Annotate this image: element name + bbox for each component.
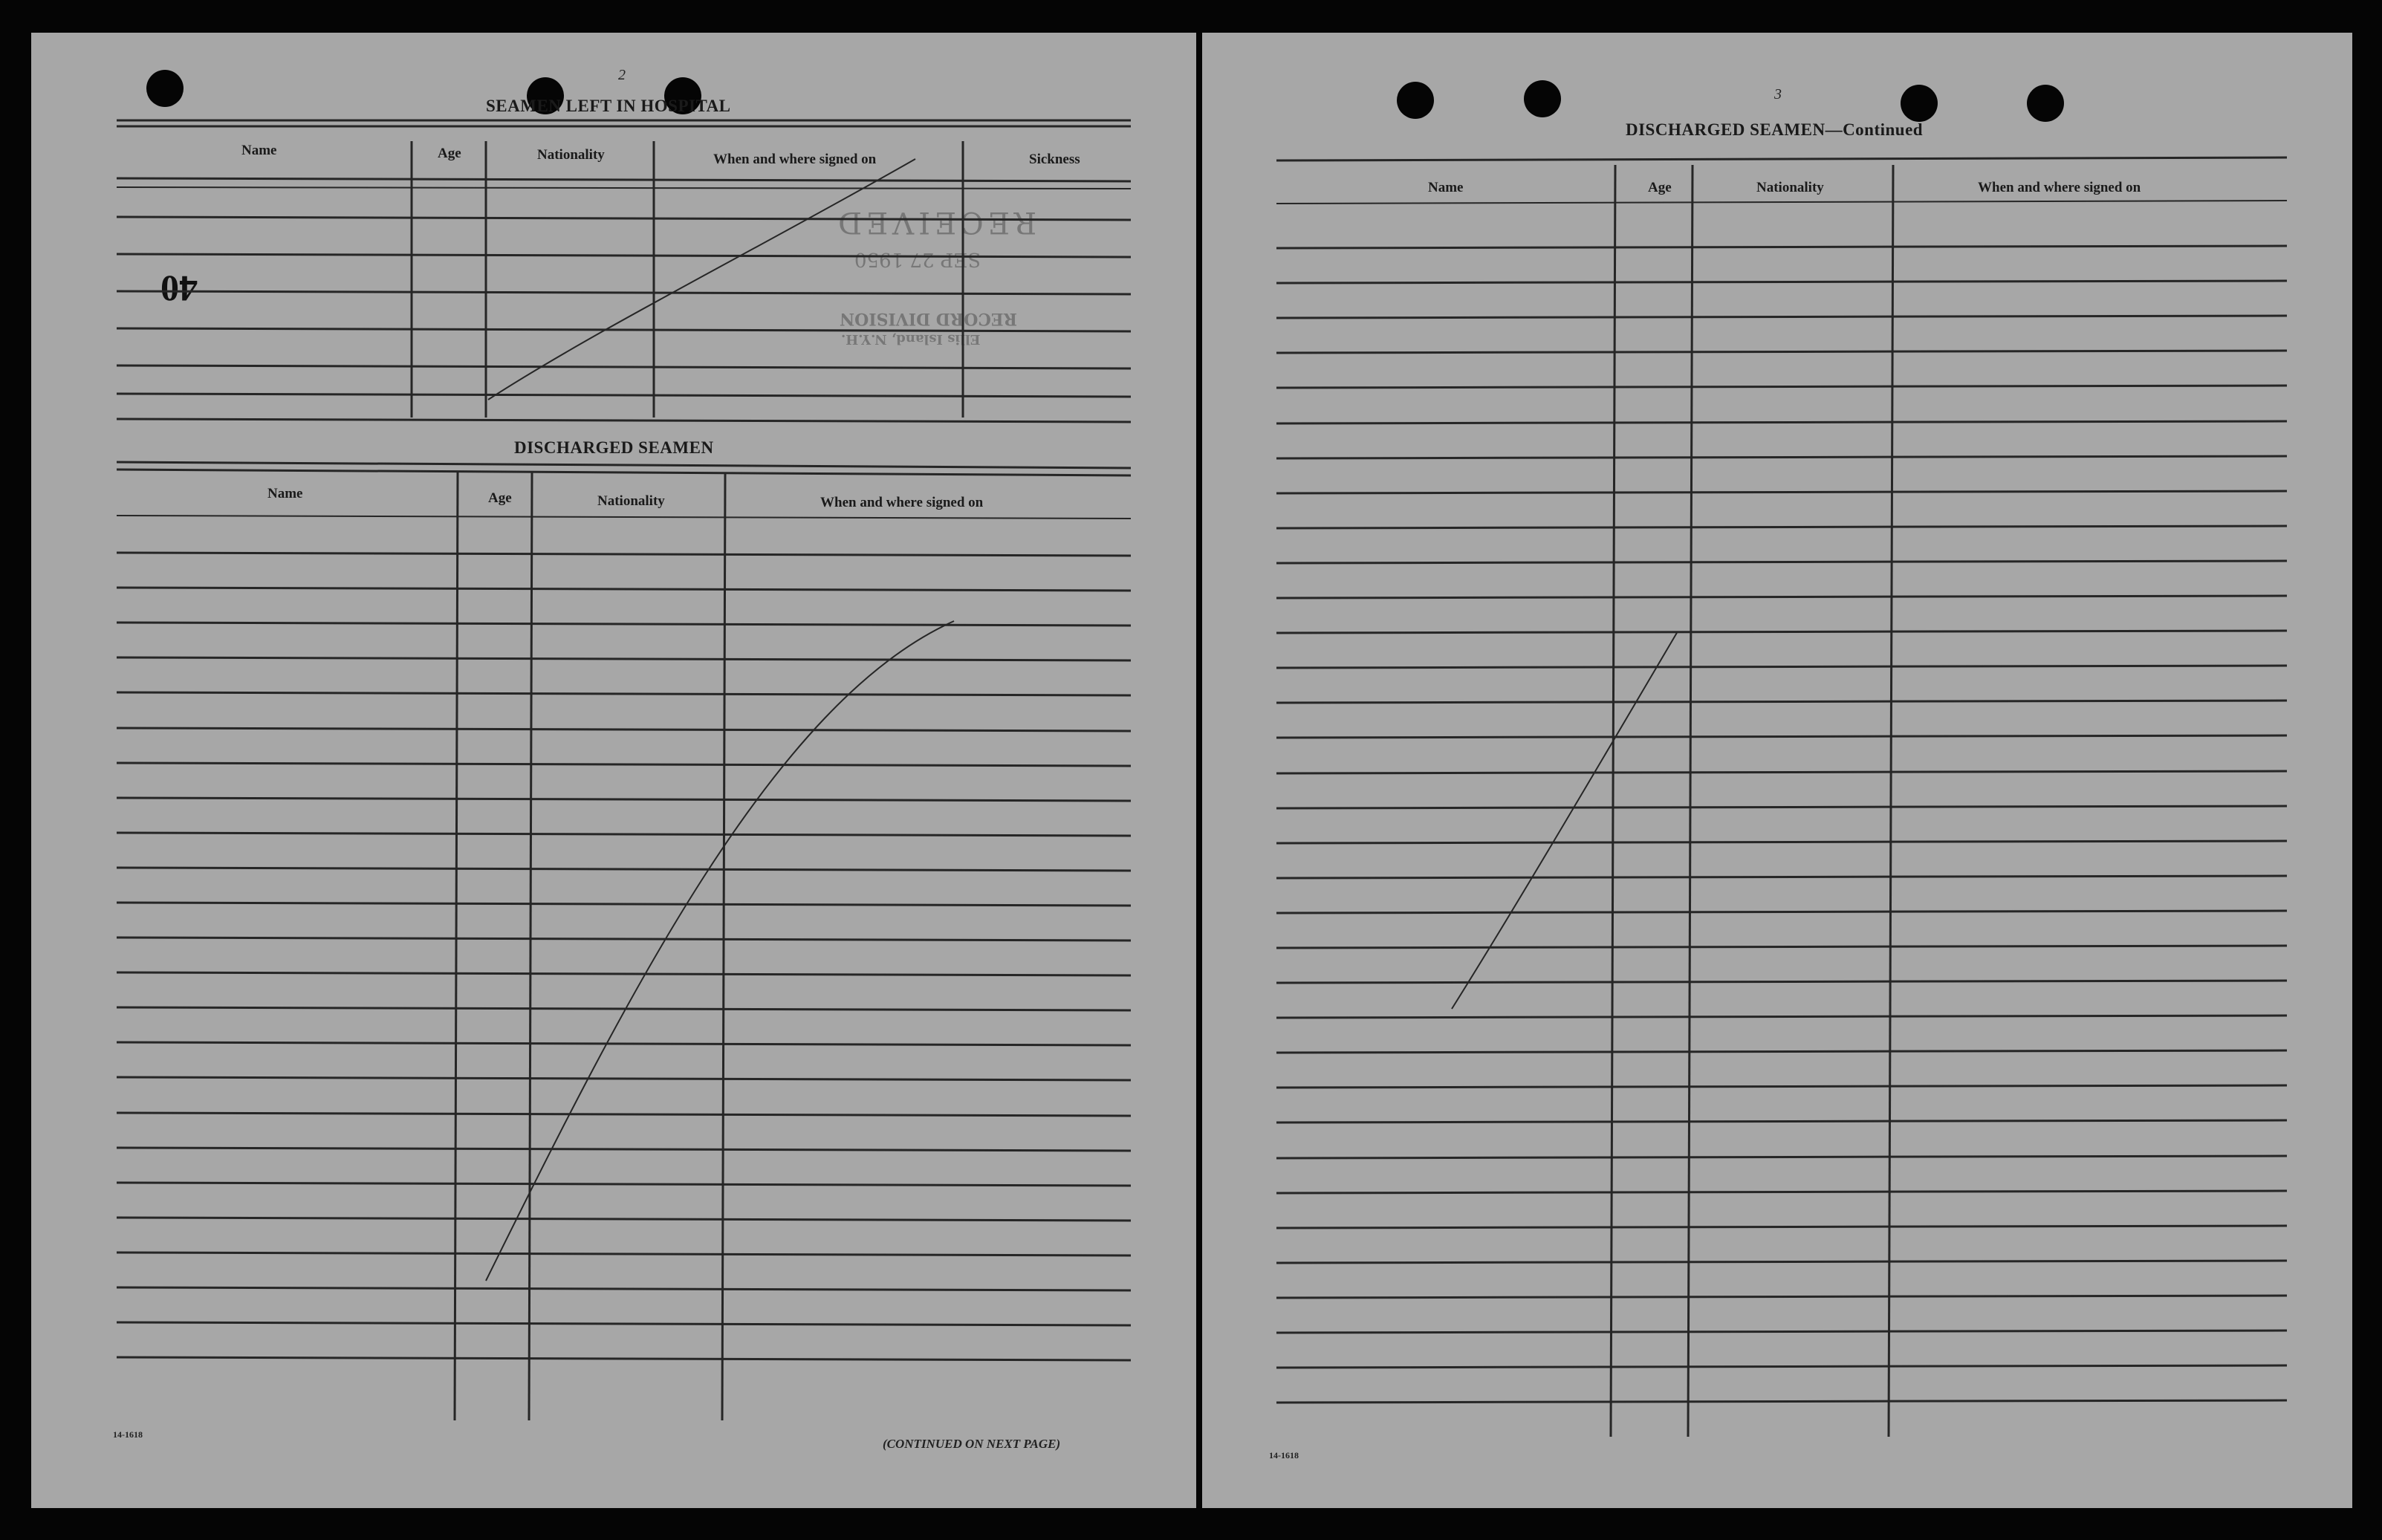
right-row-line	[1276, 386, 2287, 388]
stamp-date: SEP 27 1950	[854, 248, 981, 270]
right-row-line	[1276, 981, 2287, 983]
discharged-row-line	[117, 657, 1131, 660]
discharged-row-line	[117, 1148, 1131, 1151]
right-row-line	[1276, 701, 2287, 703]
right-row-line	[1276, 1085, 2287, 1088]
discharged-row-line	[117, 1183, 1131, 1186]
right-row-line	[1276, 1050, 2287, 1053]
discharged-row-line	[117, 623, 1131, 626]
discharged-row-line	[117, 588, 1131, 591]
discharged-row-line	[117, 868, 1131, 871]
rule-double	[117, 462, 1131, 468]
hospital-row-line	[117, 254, 1131, 257]
right-col-nationality: Nationality	[1756, 180, 1824, 195]
right-row-line	[1276, 735, 2287, 738]
right-row-line	[1276, 351, 2287, 353]
hospital-header-rule	[117, 187, 1131, 189]
discharged-row-line	[117, 1287, 1131, 1290]
right-row-line	[1276, 666, 2287, 668]
right-row-line	[1276, 526, 2287, 528]
form-number: 14-1618	[113, 1429, 143, 1440]
handwritten-mark: 40	[160, 268, 198, 310]
right-row-line	[1276, 1120, 2287, 1122]
hospital-row-line	[117, 419, 1131, 422]
discharged-row-line	[117, 1077, 1131, 1080]
discharged-row-line	[117, 728, 1131, 731]
stamp-received: RECEIVED	[834, 205, 1037, 239]
right-row-line	[1276, 1331, 2287, 1333]
discharged-row-line	[117, 1357, 1131, 1360]
discharged-col-divider	[529, 472, 532, 1420]
right-row-line	[1276, 1261, 2287, 1263]
stamp-location: Ellis Island, N.Y.H.	[841, 331, 981, 347]
hospital-col-sickness: Sickness	[1029, 152, 1080, 167]
right-row-line	[1276, 1365, 2287, 1368]
right-col-name: Name	[1428, 180, 1464, 195]
discharged-row-line	[117, 833, 1131, 836]
discharged-row-line	[117, 1253, 1131, 1255]
discharged-row-line	[117, 1218, 1131, 1221]
hospital-col-age: Age	[438, 146, 461, 161]
discharged-col-divider	[455, 472, 458, 1420]
discharged-col-name: Name	[267, 486, 303, 501]
right-col-divider	[1611, 165, 1615, 1437]
right-row-line	[1276, 456, 2287, 458]
discharged-row-line	[117, 553, 1131, 556]
right-col-divider	[1889, 165, 1893, 1437]
right-col-age: Age	[1648, 180, 1672, 195]
hospital-row-line	[117, 365, 1131, 368]
discharged-cancel-stroke	[486, 621, 954, 1281]
discharged-row-line	[117, 1113, 1131, 1116]
right-manifest-page	[1202, 33, 2352, 1508]
right-row-line	[1276, 246, 2287, 248]
right-row-line	[1276, 561, 2287, 563]
right-row-line	[1276, 1400, 2287, 1403]
right-row-line	[1276, 806, 2287, 808]
discharged-row-line	[117, 692, 1131, 695]
right-row-line	[1276, 631, 2287, 633]
right-section-title: DISCHARGED SEAMEN—Continued	[1626, 120, 1924, 139]
right-row-line	[1276, 596, 2287, 598]
right-row-line	[1276, 1296, 2287, 1298]
discharged-col-age: Age	[488, 490, 512, 506]
right-row-line	[1276, 491, 2287, 493]
discharged-row-line	[117, 938, 1131, 940]
right-row-line	[1276, 876, 2287, 878]
right-row-line	[1276, 281, 2287, 283]
right-cancel-stroke	[1452, 631, 1678, 1009]
discharged-row-line	[117, 972, 1131, 975]
hospital-row-line	[117, 328, 1131, 331]
right-form-lines	[1202, 33, 2352, 1508]
right-row-line	[1276, 316, 2287, 318]
left-form-lines	[31, 33, 1196, 1508]
discharged-row-line	[117, 798, 1131, 801]
right-row-line	[1276, 1016, 2287, 1018]
discharged-row-line	[117, 1007, 1131, 1010]
form-number: 14-1618	[1269, 1450, 1299, 1461]
page-number: 3	[1774, 86, 1782, 103]
discharged-row-line	[117, 1322, 1131, 1325]
hospital-col-name: Name	[241, 143, 277, 158]
right-row-line	[1276, 1191, 2287, 1193]
right-col-signed-on: When and where signed on	[1978, 180, 2141, 195]
stamp-division: RECORD DIVISION	[840, 309, 1017, 328]
discharged-col-divider	[722, 472, 725, 1420]
discharged-header-rule	[117, 516, 1131, 519]
discharged-row-line	[117, 903, 1131, 906]
page-number: 2	[618, 67, 626, 83]
hospital-row-line	[117, 394, 1131, 397]
discharged-col-nationality: Nationality	[597, 493, 665, 509]
right-row-line	[1276, 771, 2287, 773]
hospital-cancel-stroke	[488, 159, 915, 400]
hospital-section-title: SEAMEN LEFT IN HOSPITAL	[486, 97, 731, 115]
left-manifest-page	[31, 33, 1196, 1508]
hospital-col-nationality: Nationality	[537, 147, 605, 163]
hospital-row-line	[117, 291, 1131, 294]
right-row-line	[1276, 841, 2287, 843]
hospital-col-signed-on: When and where signed on	[713, 152, 877, 167]
header-rule	[1276, 201, 2287, 204]
right-row-line	[1276, 911, 2287, 913]
rule-top	[1276, 157, 2287, 160]
discharged-section-title: DISCHARGED SEAMEN	[514, 438, 714, 457]
discharged-col-signed-on: When and where signed on	[820, 495, 984, 510]
right-row-line	[1276, 1226, 2287, 1228]
right-col-divider	[1688, 165, 1693, 1437]
discharged-row-line	[117, 1042, 1131, 1045]
right-row-line	[1276, 1156, 2287, 1158]
hospital-row-line	[117, 178, 1131, 181]
continued-note: (CONTINUED ON NEXT PAGE)	[883, 1437, 1061, 1451]
rule-double	[117, 470, 1131, 475]
right-row-line	[1276, 421, 2287, 423]
hospital-row-line	[117, 217, 1131, 220]
discharged-row-line	[117, 763, 1131, 766]
right-row-line	[1276, 946, 2287, 948]
